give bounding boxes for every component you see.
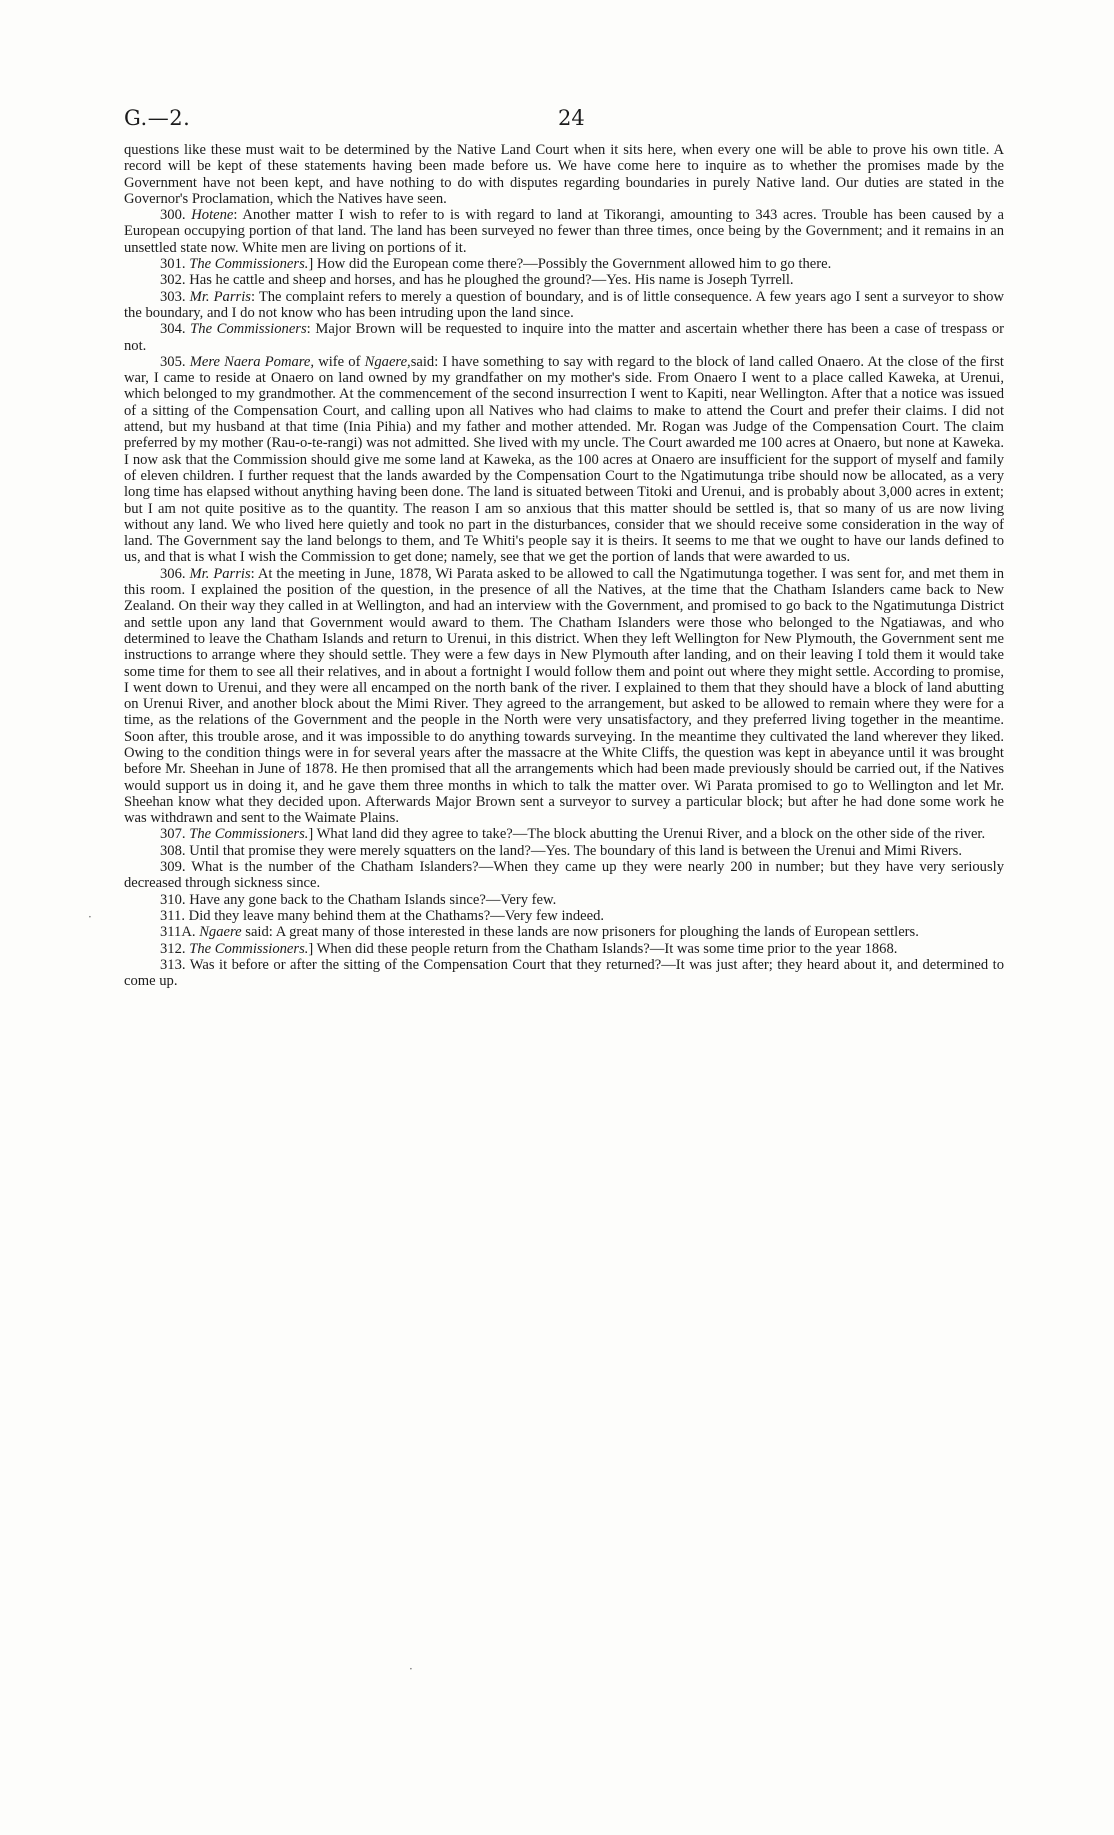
paragraph-305 (124, 354, 1004, 566)
paragraph-313 (124, 957, 1004, 990)
paragraph-302 (124, 272, 1004, 288)
paragraph-text: said: I have something to say with regard to the block of land called Onaero. At the close of the first war, I came to reside at Onaero on land owned by my grandfather on my mother's side. From Onaero I went to a place called Kaweka, at Urenui, which belonged to my grandmother. At the commencement of the second insurrection I went to Kapiti, near Wellington. After that a notice was issued of a sitting of the Compensation Court, and calling upon all Natives who had claims to make to attend the Court and prefer their claims. I did not attend, but my husband at that time (Inia Pihia) and my father and mother attended. Mr. Rogan was Judge of the Compensation Court. The claim preferred by my mother (Rau-o-te-rangi) was not admitted. She lived with my uncle. The Court awarded me 100 acres at Onaero, but none at Kaweka. I now ask that the Commission should give me some land at Kaweka, as the 100 acres at Onaero are insufficient for the support of myself and family of eleven children. I further request that the lands awarded by the Compensation Court to the Ngatimutunga tribe should now be allocated, as a very long time has elapsed without anything having been done. The land is situated between Titoki and Urenui, and is probably about 3,000 acres in extent; but I am not quite positive as to the quantity. The reason I am so anxious that this matter should be settled is, that so many of us are now living without any land. We who lived here quietly and took no part in the disturbances, consider that we should receive some consideration in the way of land. The Government say the land belongs to them, and Te Whiti's people say it is theirs. It seems to me that we ought to have our lands defined to us, and that is what I wish the Commission to get done; namely, see that we get the portion of lands that were awarded to us. (124, 353, 1004, 566)
paragraph-number: 304. (160, 321, 186, 338)
paragraph-312 (124, 941, 1004, 957)
speaker-separator: : (250, 565, 258, 582)
paragraph-number: 311A. (160, 924, 196, 941)
speaker-separator: said: (241, 924, 276, 941)
paragraph-continuation (124, 142, 1004, 207)
paragraph-300 (124, 207, 1004, 256)
paragraph-text: Did they leave many behind them at the Chathams?—Very few indeed. (188, 907, 605, 924)
paragraph-number: 307. (160, 826, 186, 843)
paragraph-number: 313. (160, 956, 186, 973)
speaker-separator: ] (308, 826, 317, 843)
page-number: 24 (558, 106, 585, 130)
paper-reference: G.—2. (124, 106, 191, 130)
paragraph-text: Major Brown will be requested to inquire into the matter and ascertain whether there has been a case of trespass or not. (124, 321, 1005, 354)
paragraph-number: 303. (160, 288, 186, 305)
speaker-separator: ] (308, 940, 317, 957)
paragraph-number: 302. (160, 272, 186, 289)
speaker-separator: : (306, 321, 316, 338)
paragraph-text: Was it before or after the sitting of the Compensation Court that they returned?—It was just after; they heard about it, and determined to come up. (124, 956, 1004, 990)
paragraph-number: 308. (160, 842, 186, 859)
paragraph-text: Has he cattle and sheep and horses, and has he ploughed the ground?—Yes. His name is Joseph Tyrrell. (189, 272, 794, 289)
speaker-separator: ] (308, 256, 317, 273)
paragraph-number: 309. (160, 859, 186, 876)
speaker-name: Hotene (191, 207, 234, 224)
bottom-speck: · (409, 1662, 413, 1676)
paragraph-number: 305. (160, 353, 186, 370)
speaker-name: The Commissioners. (189, 940, 309, 957)
paragraph-text: What land did they agree to take?—The block abutting the Urenui River, and a block on the other side of the river. (316, 826, 986, 843)
speaker-name: The Commissioners. (189, 826, 309, 843)
paragraph-308 (124, 843, 1004, 859)
paragraph-number: 306. (160, 565, 186, 582)
paragraph-303 (124, 289, 1004, 322)
speaker-separator: wife of (314, 353, 365, 370)
speaker-separator: : (250, 288, 259, 305)
paragraph-text: Another matter I wish to refer to is with regard to land at Tikorangi, amounting to 343 acres. Trouble has been caused by a European occupying portion of that land. The land has been surveyed no fewer than three times, once being by the Government; and it remains in an unsettled state now. White men are living on portions of it. (124, 207, 1004, 256)
paragraph-307 (124, 826, 1004, 842)
speaker-name: Mr. Parris (189, 565, 251, 582)
paragraph-text: What is the number of the Chatham Islanders?—When they came up they were nearly 200 in number; but they have very seriously decreased through sickness since. (124, 859, 1005, 892)
paragraph-number: 311. (160, 907, 185, 924)
speaker-name: The Commissioners. (189, 256, 309, 273)
paragraph-text: The complaint refers to merely a question of boundary, and is of little consequence. A few years ago I sent a surveyor to show the boundary, and I do not know who has been intruding upon the land since. (124, 288, 1004, 321)
paragraph-text: At the meeting in June, 1878, Wi Parata asked to be allowed to call the Ngatimutunga together. I was sent for, and met them in this room. I explained the position of the question, in the presence of all the Natives, at the time that the Chatham Islanders came back to New Zealand. On their way they called in at Wellington, and had an interview with the Government, and promised to go back to the Ngatimutunga District and settle upon any land that Government would award to them. The Chatham Islanders were those who belonged to the Ngatiawas, and who determined to leave the Chatham Islands and return to Urenui, in this district. When they left Wellington for New Plymouth, the Government sent me instructions to arrange where they should settle. They were a few days in New Plymouth after landing, and on their leaving I told them it would take some time for them to see all their relatives, and in about a fortnight I would follow them and point out where they might settle. According to promise, I went down to Urenui, and they were all encamped on the north bank of the river. I explained to them that they should have a block of land abutting on Urenui River, and another block about the Mimi River. They agreed to the arrangement, but asked to be allowed to remain where they were for a time, as the relations of the Government and the people in the North were very unsatisfactory, and they preferred living together in the meantime. Soon after, this trouble arose, and it was impossible to do anything towards surveying. In the meantime they cultivated the land wherever they liked. Owing to the condition things were in for several years after the massacre at the White Cliffs, the question was kept in abeyance until it was brought before Mr. Sheehan in June of 1878. He then promised that all the arrangements which had been made previously should be carried out, if the Natives would support us in doing it, and he gave them three months in which to talk the matter over. Wi Parata promised to go to Wellington and let Mr. Sheehan know what they decided upon. Afterwards Major Brown sent a surveyor to survey a particular block; but after he had done some work he was withdrawn and sent to the Waimate Plains. (124, 565, 1004, 827)
page-header (124, 106, 1004, 136)
paragraph-number: 310. (160, 891, 186, 908)
paragraph-number: 301. (160, 256, 186, 273)
document-body (124, 142, 1004, 989)
speaker-name-secondary: Ngaere, (364, 353, 411, 370)
paragraph-text: Have any gone back to the Chatham Islands since?—Very few. (189, 891, 557, 908)
paragraph-text: When did these people return from the Chatham Islands?—It was some time prior to the year 1868. (316, 940, 898, 957)
paragraph-309 (124, 859, 1004, 892)
paragraph-310 (124, 892, 1004, 908)
speaker-name: Ngaere (199, 924, 242, 941)
paragraph-306 (124, 566, 1004, 827)
paragraph-text: Until that promise they were merely squatters on the land?—Yes. The boundary of this land is between the Urenui and Mimi Rivers. (189, 842, 962, 859)
paragraph-number: 312. (160, 940, 186, 957)
paragraph-304 (124, 321, 1004, 354)
paragraph-text: questions like these must wait to be determined by the Native Land Court when it sits here, when every one will be able to prove his own title. A record will be kept of these statements having been made before us. We have come here to inquire as to whether the promises made by the Government have not been kept, and have nothing to do with disputes regarding boundaries in purely Native land. Our duties are stated in the Governor's Proclamation, which the Natives have seen. (124, 142, 1004, 207)
paragraph-number: 300. (160, 207, 186, 224)
speaker-name: Mere Naera Pomare, (189, 353, 315, 370)
paragraph-text: How did the European come there?—Possibly the Government allowed him to go there. (316, 256, 832, 273)
speaker-name: The Commissioners (190, 321, 307, 338)
margin-speck: · (88, 910, 92, 924)
paragraph-text: A great many of those interested in these lands are now prisoners for ploughing the lands of European settlers. (275, 924, 919, 941)
speaker-separator: : (233, 207, 243, 224)
paragraph-311a (124, 924, 1004, 940)
paragraph-311 (124, 908, 1004, 924)
speaker-name: Mr. Parris (189, 288, 251, 305)
paragraph-301 (124, 256, 1004, 272)
